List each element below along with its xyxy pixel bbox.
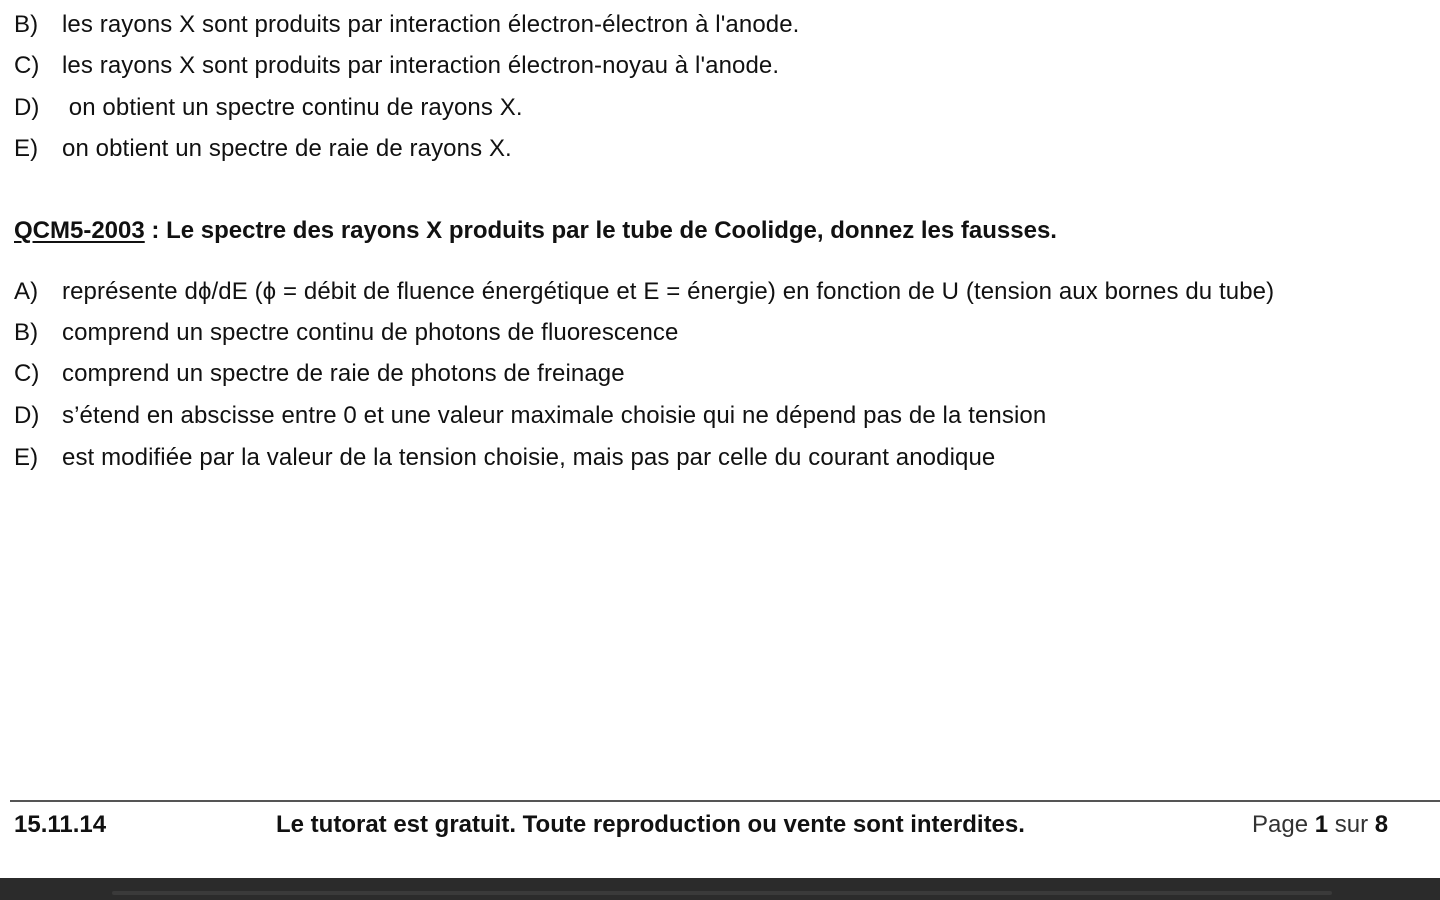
footer-divider: [10, 800, 1440, 802]
prev-option-c: [14, 51, 779, 81]
footer-notice: Le tutorat est gratuit. Toute reproduction ou vente sont interdites.: [276, 811, 1025, 838]
option-letter: C): [14, 52, 40, 79]
scroll-handle[interactable]: [112, 891, 1332, 895]
option-text: comprend un spectre de raie de photons de freinage: [62, 360, 625, 387]
page-separator: sur: [1328, 811, 1375, 838]
option-d: [14, 401, 1046, 431]
page-total: 8: [1374, 811, 1389, 838]
prev-option-b: [14, 10, 799, 40]
viewer-bottom-bar: [0, 878, 1440, 900]
option-letter: E): [14, 135, 39, 162]
option-text: les rayons X sont produits par interaction électron-noyau à l'anode.: [62, 52, 780, 79]
option-text: les rayons X sont produits par interaction électron-électron à l'anode.: [62, 11, 800, 38]
question-id: QCM5-2003: [14, 217, 145, 244]
prev-option-e: [14, 134, 512, 164]
option-letter: B): [14, 11, 39, 38]
option-text: s’étend en abscisse entre 0 et une valeur maximale choisie qui ne dépend pas de la tension: [62, 402, 1047, 429]
option-c: [14, 359, 625, 389]
option-letter: D): [14, 402, 40, 429]
option-letter: D): [14, 94, 40, 121]
option-letter: E): [14, 444, 39, 471]
option-text: comprend un spectre continu de photons de fluorescence: [62, 319, 679, 346]
page-prefix: Page: [1252, 811, 1315, 838]
option-letter: B): [14, 319, 39, 346]
option-b: [14, 318, 678, 348]
question-title: [14, 216, 1057, 246]
option-a: [14, 277, 1274, 307]
footer-date: 15.11.14: [14, 811, 107, 838]
page-number: [1252, 810, 1388, 840]
question-prompt: : Le spectre des rayons X produits par le tube de Coolidge, donnez les fausses.: [144, 217, 1057, 244]
option-letter: A): [14, 278, 39, 305]
prev-option-d: [14, 93, 523, 123]
option-text: est modifiée par la valeur de la tension choisie, mais pas par celle du courant anodique: [62, 444, 996, 471]
option-text: on obtient un spectre continu de rayons X.: [62, 94, 523, 121]
page-current: 1: [1314, 811, 1329, 838]
option-e: [14, 443, 995, 473]
option-letter: C): [14, 360, 40, 387]
option-text: représente dϕ/dE (ϕ = débit de fluence énergétique et E = énergie) en fonction de U (tension aux bornes du tube): [62, 278, 1275, 305]
option-text: on obtient un spectre de raie de rayons X.: [62, 135, 512, 162]
